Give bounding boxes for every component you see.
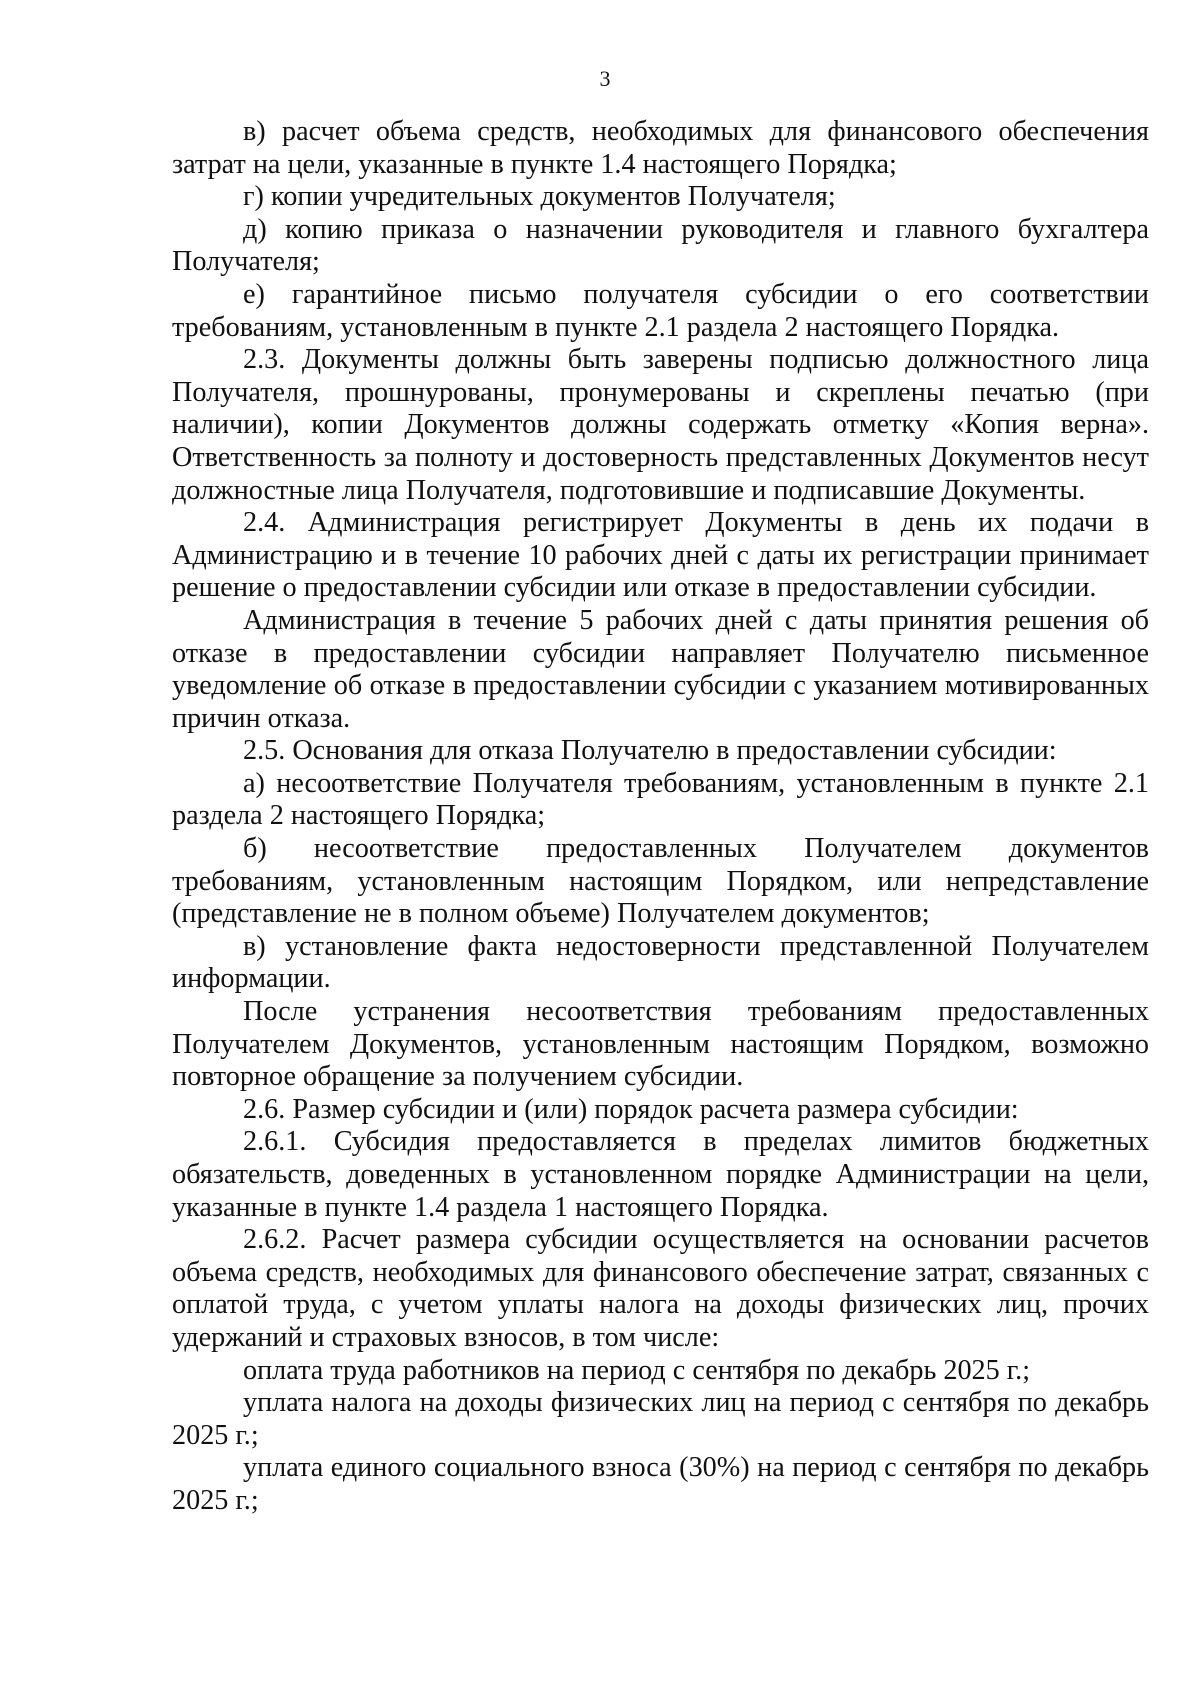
paragraph-labor-payment: оплата труда работников на период с сентября по декабрь 2025 г.; bbox=[243, 1354, 1031, 1386]
paragraph-social-contribution: уплата единого социального взноса (30%) на период с сентября по декабрь 2025 г.; bbox=[172, 1452, 1149, 1516]
paragraph-reapply: После устранения несоответствия требованиям предоставленных Получателем Документов, установленным настоящим Порядком, возможно повторное обращение за получением субсидии. bbox=[172, 996, 1149, 1093]
page-number: 3 bbox=[599, 66, 611, 91]
document-body bbox=[172, 116, 1149, 1518]
paragraph-item-a: а) несоответствие Получателя требованиям, установленным в пункте 2.1 раздела 2 настоящего Порядка; bbox=[172, 767, 1149, 832]
paragraph-2-6-2: 2.6.2. Расчет размера субсидии осуществляется на основании расчетов объема средств, необходимых для финансового обеспечение затрат, связанных с оплатой труда, с учетом уплаты налога на доходы физических лиц, прочих удержаний и страховых взносов, в том числе: bbox=[172, 1224, 1149, 1353]
paragraph-item-v2: в) установление факта недостоверности представленной Получателем информации. bbox=[172, 930, 1149, 995]
paragraph-refusal-notice: Администрация в течение 5 рабочих дней с даты принятия решения об отказе в предоставлении субсидии направляет Получателю письменное уведомление об отказе в предоставлении субсидии с указанием мотивированных причин отказа. bbox=[172, 604, 1149, 734]
paragraph-2-6: 2.6. Размер субсидии и (или) порядок расчета размера субсидии: bbox=[243, 1093, 1019, 1125]
paragraph-2-3: 2.3. Документы должны быть заверены подписью должностного лица Получателя, прошнурованы, пронумерованы и скреплены печатью (при наличии), копии Документов должны содержать отметку «Копия верна». Ответственность за полноту и достоверность представленных Документов несут должностные лица Получателя, подготовившие и подписавшие Документы. bbox=[172, 344, 1149, 506]
paragraph-item-e: е) гарантийное письмо получателя субсидии о его соответствии требованиям, установленным в пункте 2.1 раздела 2 настоящего Порядка. bbox=[172, 278, 1149, 343]
paragraph-2-6-1: 2.6.1. Субсидия предоставляется в пределах лимитов бюджетных обязательств, доведенных в установленном порядке Администрации на цели, указанные в пункте 1.4 раздела 1 настоящего Порядка. bbox=[172, 1126, 1149, 1223]
paragraph-2-4: 2.4. Администрация регистрирует Документы в день их подачи в Администрацию и в течение 10 рабочих дней с даты их регистрации принимает решение о предоставлении субсидии или отказе в предоставлении субсидии. bbox=[172, 507, 1149, 604]
paragraph-2-5: 2.5. Основания для отказа Получателю в предоставлении субсидии: bbox=[243, 735, 1057, 767]
paragraph-item-v: в) расчет объема средств, необходимых для финансового обеспечения затрат на цели, указанные в пункте 1.4 настоящего Порядка; bbox=[172, 116, 1149, 180]
paragraph-income-tax: уплата налога на доходы физических лиц на период с сентября по декабрь 2025 г.; bbox=[172, 1387, 1149, 1451]
paragraph-item-d: д) копию приказа о назначении руководителя и главного бухгалтера Получателя; bbox=[172, 213, 1149, 278]
paragraph-item-b: б) несоответствие предоставленных Получателем документов требованиям, установленным настоящим Порядком, или непредставление (представление не в полном объеме) Получателем документов; bbox=[172, 833, 1149, 930]
paragraph-item-g: г) копии учредительных документов Получателя; bbox=[243, 181, 836, 213]
